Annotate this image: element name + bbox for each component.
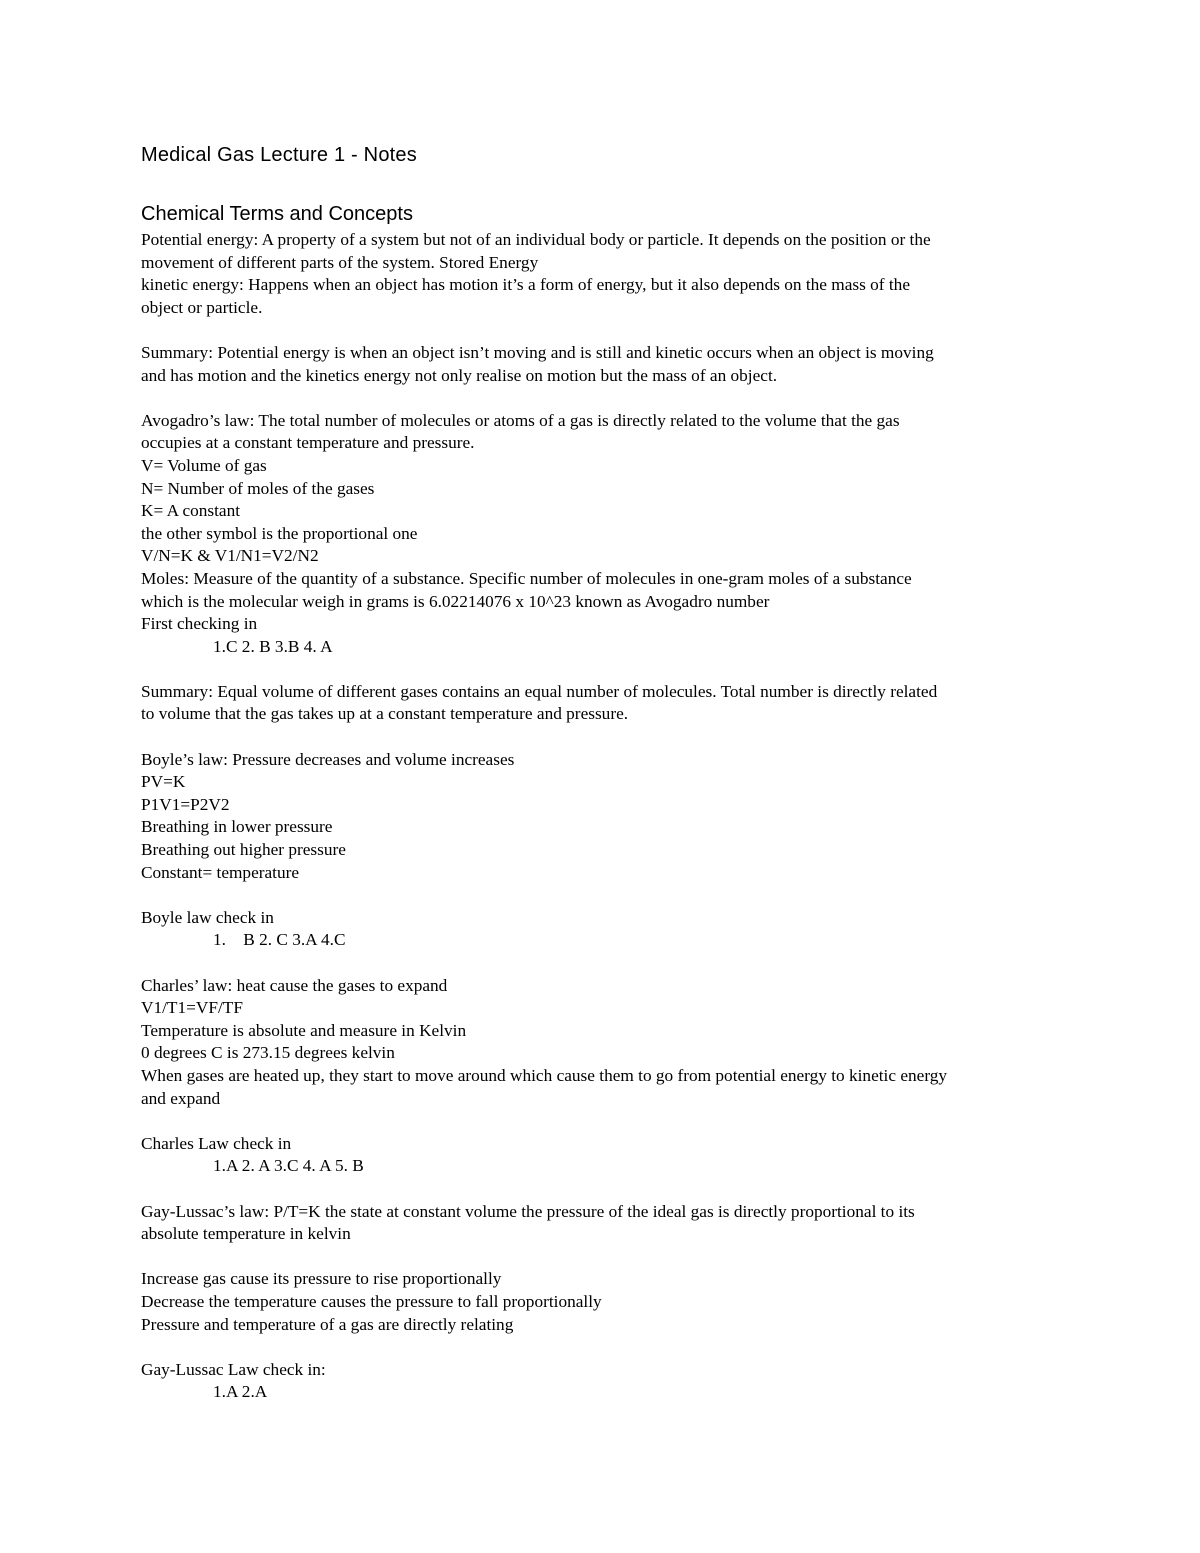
text-line: which is the molecular weigh in grams is 6.02214076 x 10^23 known as Avogadro number xyxy=(141,591,770,611)
text-line: Avogadro’s law: The total number of molecules or atoms of a gas is directly related to the volume that the gas xyxy=(141,410,900,430)
text-line: Gay-Lussac’s law: P/T=K the state at constant volume the pressure of the ideal gas is directly proportional to its xyxy=(141,1201,915,1221)
text-line: Potential energy: A property of a system but not of an individual body or particle. It depends on the position or the xyxy=(141,230,931,249)
blank-line xyxy=(141,952,1071,975)
text-line: Breathing in lower pressure xyxy=(141,817,333,837)
blank-line xyxy=(141,884,1071,907)
text-line: Charles’ law: heat cause the gases to expand xyxy=(141,975,448,995)
text-line: Increase gas cause its pressure to rise proportionally xyxy=(141,1269,502,1289)
blank-line xyxy=(141,1110,1071,1133)
text-line: Boyle law check in xyxy=(141,907,274,927)
text-line: K= A constant xyxy=(141,501,241,521)
text-line: the other symbol is the proportional one xyxy=(141,523,418,543)
blank-line xyxy=(141,1336,1071,1359)
text-line: P1V1=P2V2 xyxy=(141,794,230,814)
text-line: object or particle. xyxy=(141,297,263,317)
blank-line xyxy=(141,1178,1071,1201)
text-line: to volume that the gas takes up at a constant temperature and pressure. xyxy=(141,704,629,724)
text-line: 1. B 2. C 3.A 4.C xyxy=(213,930,346,950)
blank-line xyxy=(141,387,1071,410)
blank-line xyxy=(141,726,1071,749)
blank-line xyxy=(141,319,1071,342)
text-line: 0 degrees C is 273.15 degrees kelvin xyxy=(141,1043,395,1063)
text-line: Temperature is absolute and measure in Kelvin xyxy=(141,1020,467,1040)
blank-line xyxy=(141,1246,1071,1269)
text-line: V= Volume of gas xyxy=(141,455,267,475)
text-line: and has motion and the kinetics energy not only realise on motion but the mass of an object. xyxy=(141,365,778,385)
text-line: movement of different parts of the system. Stored Energy xyxy=(141,252,539,272)
text-line: When gases are heated up, they start to move around which cause them to go from potential energy to kinetic energy xyxy=(141,1065,948,1085)
document-title: Medical Gas Lecture 1 - Notes xyxy=(141,144,417,166)
section-heading: Chemical Terms and Concepts xyxy=(141,203,413,225)
text-line: Decrease the temperature causes the pressure to fall proportionally xyxy=(141,1291,602,1311)
text-line: V/N=K & V1/N1=V2/N2 xyxy=(141,546,319,566)
text-line: Pressure and temperature of a gas are directly relating xyxy=(141,1314,514,1334)
document-body xyxy=(141,229,1071,1404)
document-page xyxy=(141,140,1071,1404)
text-line: Summary: Potential energy is when an object isn’t moving and is still and kinetic occurs when an object is moving xyxy=(141,342,934,362)
text-line: 1.A 2.A xyxy=(213,1382,268,1402)
text-line: Charles Law check in xyxy=(141,1133,292,1153)
text-line: 1.A 2. A 3.C 4. A 5. B xyxy=(213,1156,364,1176)
text-line: Constant= temperature xyxy=(141,862,300,882)
text-line: kinetic energy: Happens when an object has motion it’s a form of energy, but it also depends on the mass of the xyxy=(141,275,910,295)
text-line: occupies at a constant temperature and pressure. xyxy=(141,433,475,453)
text-line: Summary: Equal volume of different gases contains an equal number of molecules. Total number is directly related xyxy=(141,681,938,701)
text-line: Boyle’s law: Pressure decreases and volume increases xyxy=(141,749,515,769)
text-line: Gay-Lussac Law check in: xyxy=(141,1359,326,1379)
text-line: N= Number of moles of the gases xyxy=(141,478,375,498)
text-line: Moles: Measure of the quantity of a substance. Specific number of molecules in one-gram moles of a substance xyxy=(141,568,912,588)
blank-line xyxy=(141,658,1071,681)
text-line: Breathing out higher pressure xyxy=(141,840,346,860)
text-line: and expand xyxy=(141,1088,221,1108)
text-line: 1.C 2. B 3.B 4. A xyxy=(213,636,333,656)
text-line: PV=K xyxy=(141,772,186,792)
text-line: V1/T1=VF/TF xyxy=(141,998,243,1018)
text-line: First checking in xyxy=(141,614,258,634)
text-line: absolute temperature in kelvin xyxy=(141,1224,351,1244)
